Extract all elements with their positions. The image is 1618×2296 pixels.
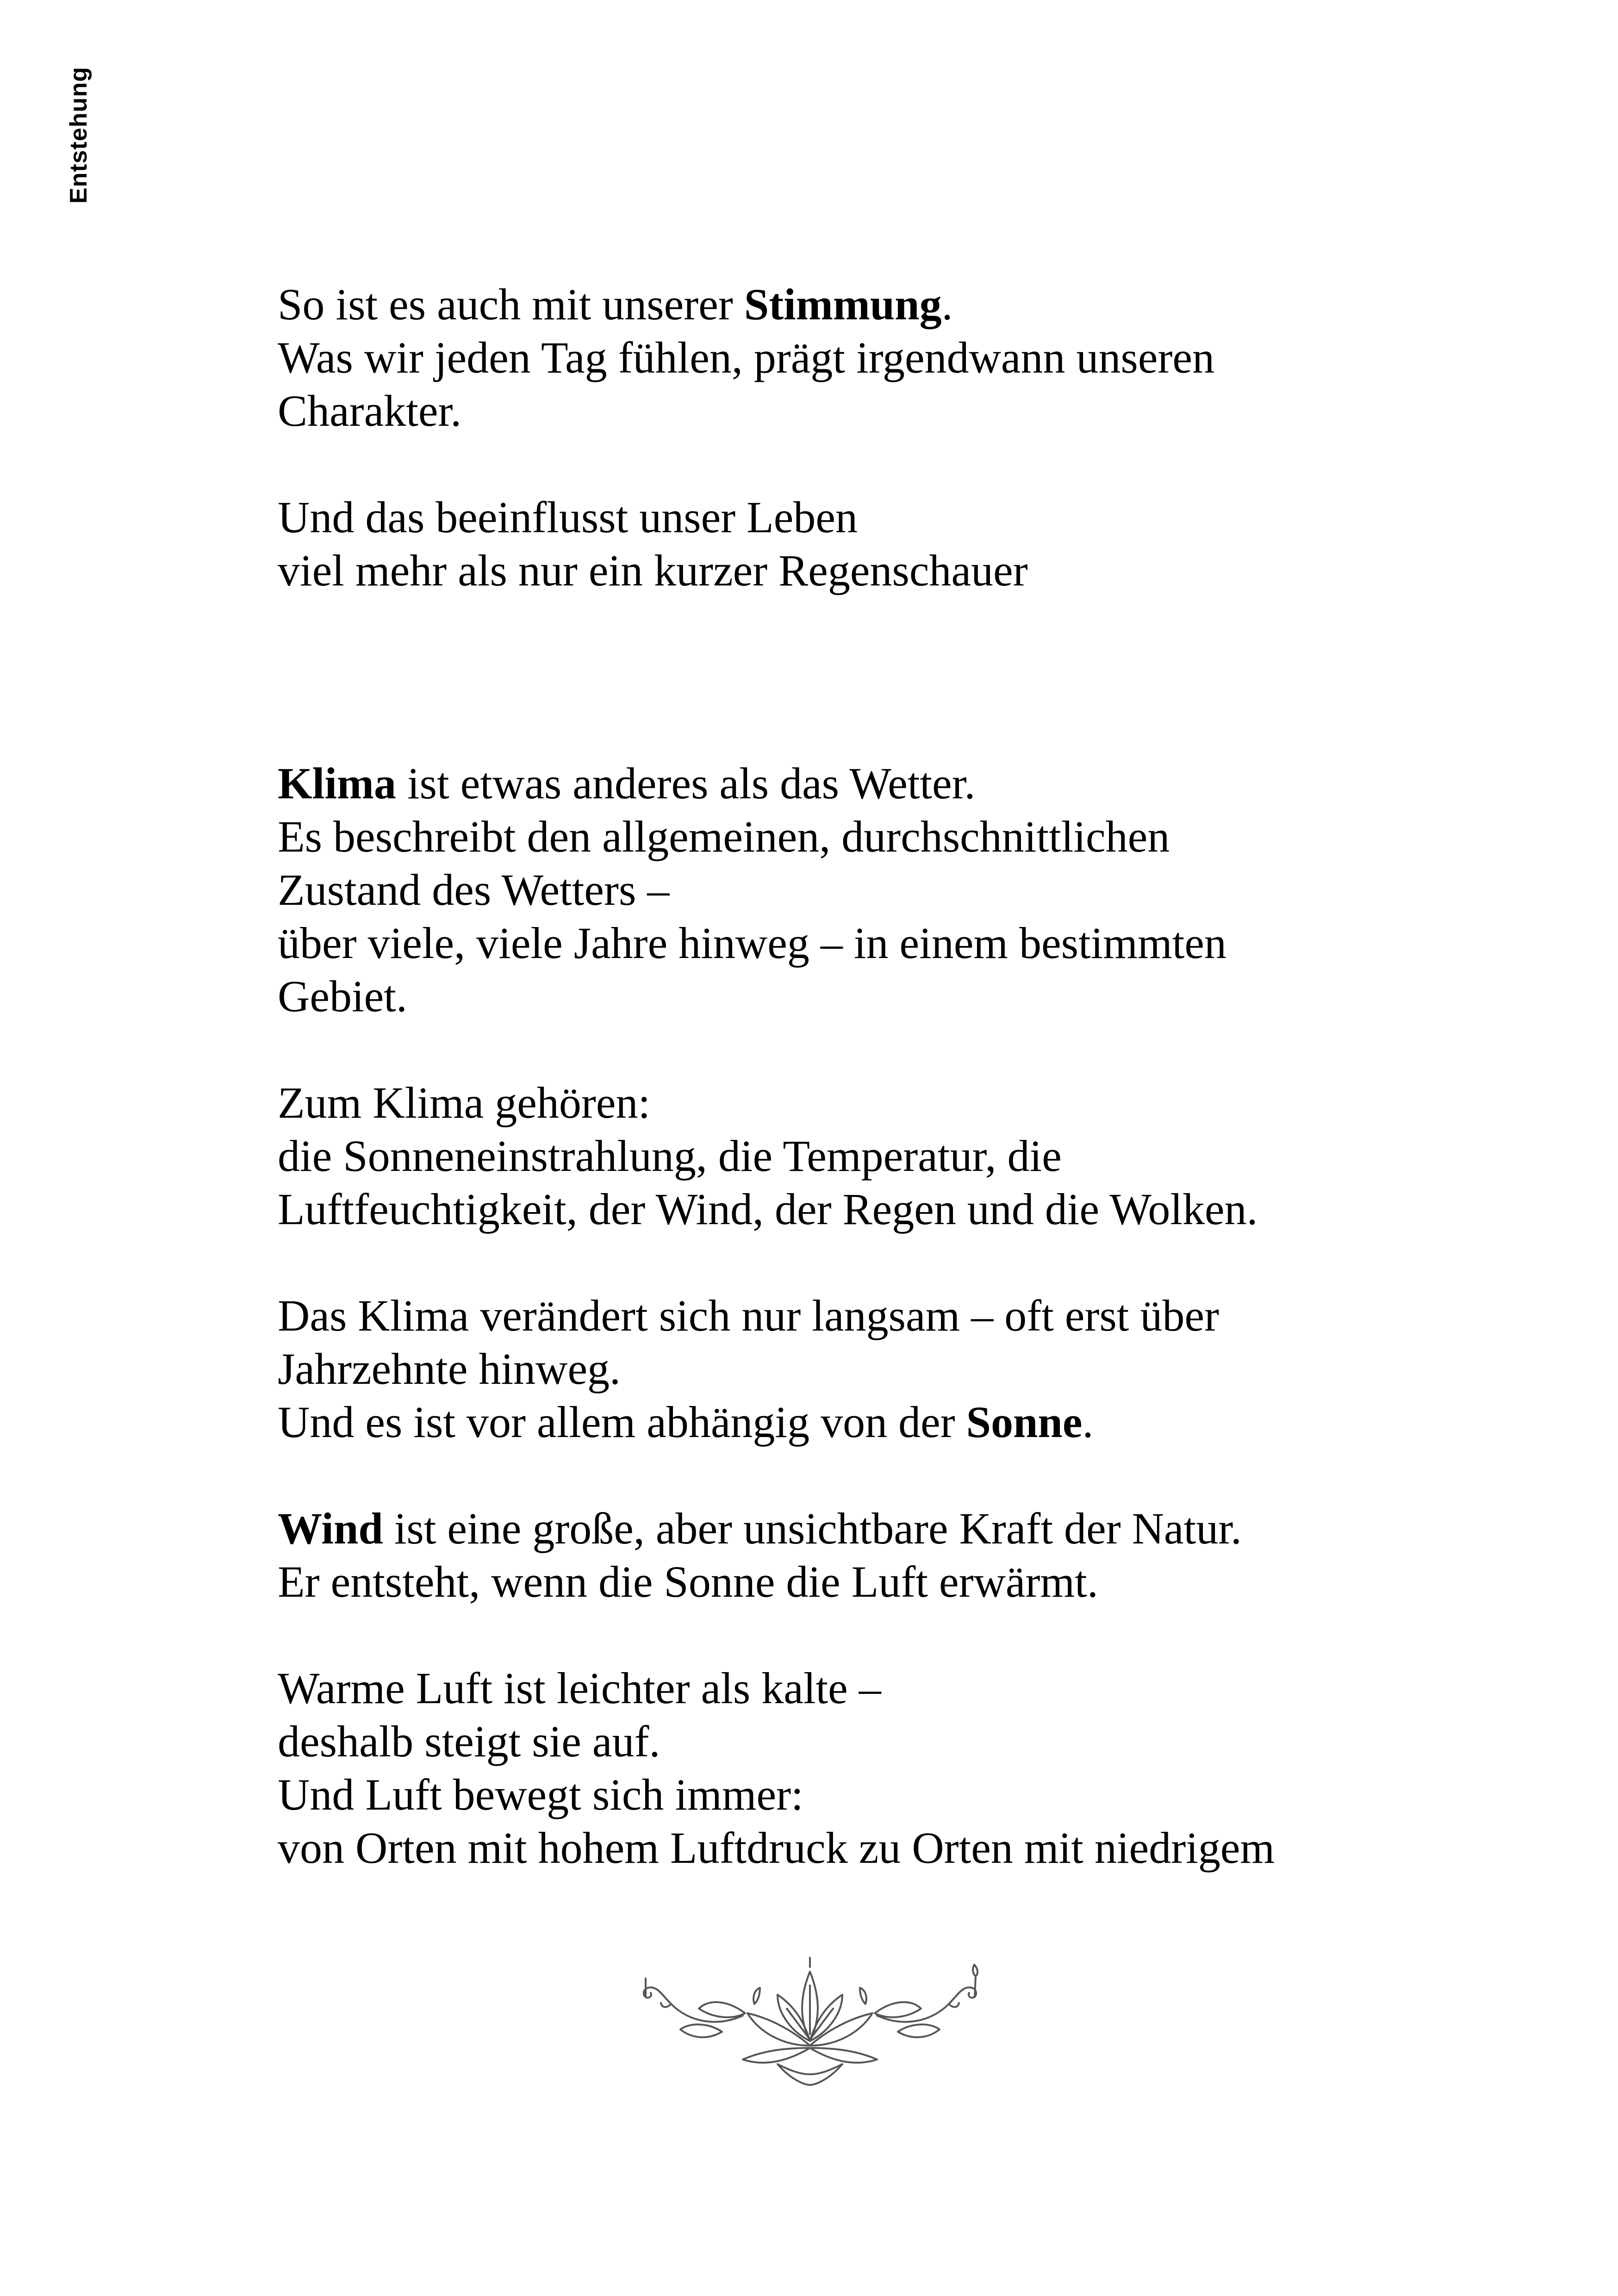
- text-line: viel mehr als nur ein kurzer Regenschauer: [278, 546, 1028, 595]
- emphasis: Wind: [278, 1504, 383, 1553]
- text-line: Zustand des Wetters –: [278, 865, 670, 915]
- section-label: Entstehung: [65, 67, 92, 204]
- text-line: Wind ist eine große, aber unsichtbare Kraft der Natur.: [278, 1504, 1242, 1553]
- lotus-ornament-icon: [639, 1953, 981, 2092]
- paragraph-climate-definition: [278, 757, 1481, 1023]
- text-line: Luftfeuchtigkeit, der Wind, der Regen und die Wolken.: [278, 1184, 1258, 1234]
- text-line: Gebiet.: [278, 971, 407, 1021]
- body-text: [278, 278, 1481, 1928]
- text-line: Jahrzehnte hinweg.: [278, 1344, 621, 1394]
- text-line: Es beschreibt den allgemeinen, durchschnittlichen: [278, 812, 1170, 861]
- text-line: Was wir jeden Tag fühlen, prägt irgendwann unseren: [278, 333, 1215, 382]
- text-line: Und das beeinflusst unser Leben: [278, 492, 858, 542]
- paragraph-warm-air: [278, 1661, 1481, 1874]
- text-line: Warme Luft ist leichter als kalte –: [278, 1663, 881, 1713]
- paragraph-wind: [278, 1502, 1481, 1608]
- text-line: Und es ist vor allem abhängig von der Sonne.: [278, 1397, 1094, 1447]
- text-line: Er entsteht, wenn die Sonne die Luft erwärmt.: [278, 1557, 1098, 1606]
- emphasis: Sonne: [966, 1397, 1083, 1447]
- text-line: So ist es auch mit unserer Stimmung.: [278, 280, 953, 329]
- paragraph-climate-change: [278, 1289, 1481, 1449]
- emphasis: Stimmung: [744, 280, 942, 329]
- text-line: Und Luft bewegt sich immer:: [278, 1770, 803, 1819]
- text-line: von Orten mit hohem Luftdruck zu Orten mit niedrigem: [278, 1823, 1275, 1873]
- emphasis: Klima: [278, 759, 396, 808]
- text-line: deshalb steigt sie auf.: [278, 1717, 660, 1766]
- paragraph-influence: [278, 491, 1481, 597]
- paragraph-climate-factors: [278, 1076, 1481, 1236]
- text-line: Zum Klima gehören:: [278, 1078, 651, 1127]
- paragraph-mood: [278, 278, 1481, 437]
- text-line: die Sonneneinstrahlung, die Temperatur, die: [278, 1131, 1062, 1181]
- text-line: Das Klima verändert sich nur langsam – oft erst über: [278, 1291, 1220, 1340]
- text-line: über viele, viele Jahre hinweg – in einem bestimmten: [278, 918, 1227, 968]
- text-line: Charakter.: [278, 386, 462, 436]
- text-line: Klima ist etwas anderes als das Wetter.: [278, 759, 976, 808]
